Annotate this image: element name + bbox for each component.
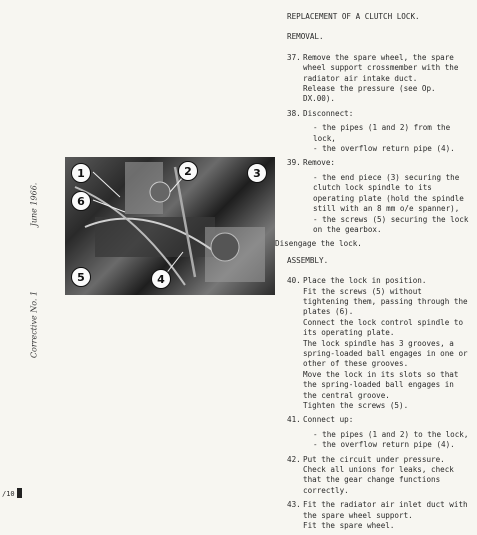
step-text: Release the pressure (see Op. DX.00). <box>303 84 436 104</box>
corrective-label: Corrective No. 1 <box>29 290 39 359</box>
step-number: 41. <box>287 415 301 425</box>
side-margin <box>10 180 58 410</box>
page-footer <box>2 488 22 498</box>
step-43 <box>287 500 472 531</box>
list-item: - the overflow return pipe (4). <box>313 440 472 450</box>
step-text: Fit the screws (5) without tightening them, passing through the plates (6). <box>303 286 468 317</box>
list-item: - the end piece (3) securing the clutch lock spindle to its operating plate (hold the spindle still with an 8 mm o/e spanner), <box>313 173 472 215</box>
step-number: 43. <box>287 500 301 510</box>
step-number: 38. <box>287 108 301 118</box>
callout-3: 3 <box>247 163 267 183</box>
step-text: Fit the radiator air inlet duct with the spare wheel support. <box>303 500 468 520</box>
removal-heading: REMOVAL. <box>287 32 324 42</box>
list-item: - the screws (5) securing the lock on the gearbox. <box>313 215 472 236</box>
disengage-text: Disengage the lock. <box>275 239 362 249</box>
callout-2: 2 <box>178 161 198 181</box>
step-text: Remove: <box>303 158 336 168</box>
clutch-lock-photo <box>65 157 275 295</box>
title: REPLACEMENT OF A CLUTCH LOCK. <box>287 12 420 21</box>
callout-6: 6 <box>71 191 91 211</box>
list-item: - the overflow return pipe (4). <box>313 144 472 154</box>
step-37 <box>287 53 472 105</box>
step-38 <box>287 109 472 155</box>
step-text: Fit the spare wheel. <box>303 521 395 531</box>
step-text: Place the lock in position. <box>303 276 427 286</box>
assembly-heading: ASSEMBLY. <box>287 255 329 265</box>
callout-5: 5 <box>71 267 91 287</box>
step-text: Remove the spare wheel, the spare wheel support crossmember with the radiator air intake duct. <box>303 52 459 83</box>
step-number: 42. <box>287 454 301 464</box>
step-42 <box>287 455 472 497</box>
instructions <box>275 12 472 535</box>
page-number: /10 <box>2 490 15 498</box>
step-text: Disconnect: <box>303 108 354 118</box>
step-text: Tighten the screws (5). <box>303 401 409 410</box>
step-text: Move the lock in its slots so that the spring-loaded ball engages in the central groove. <box>303 369 459 400</box>
step-text: Put the circuit under pressure. Check all unions for leaks, check that the gear change functions correctly. <box>303 454 454 495</box>
callout-1: 1 <box>71 163 91 183</box>
callout-4: 4 <box>151 269 171 289</box>
list-item: - the pipes (1 and 2) to the lock, <box>313 430 472 440</box>
step-number: 39. <box>287 158 301 168</box>
list-item: - the pipes (1 and 2) from the lock, <box>313 123 472 144</box>
step-number: 37. <box>287 52 301 62</box>
step-41 <box>287 415 472 450</box>
edge-mark <box>17 488 22 498</box>
step-number: 40. <box>287 276 301 286</box>
step-text: The lock spindle has 3 grooves, a spring-loaded ball engages in one or other of these grooves. <box>303 338 468 369</box>
step-text: Connect up: <box>303 415 354 425</box>
step-40 <box>287 276 472 411</box>
date-label: June 1966. <box>29 182 39 227</box>
step-text: Connect the lock control spindle to its operating plate. <box>303 317 464 338</box>
step-39 <box>287 158 472 235</box>
